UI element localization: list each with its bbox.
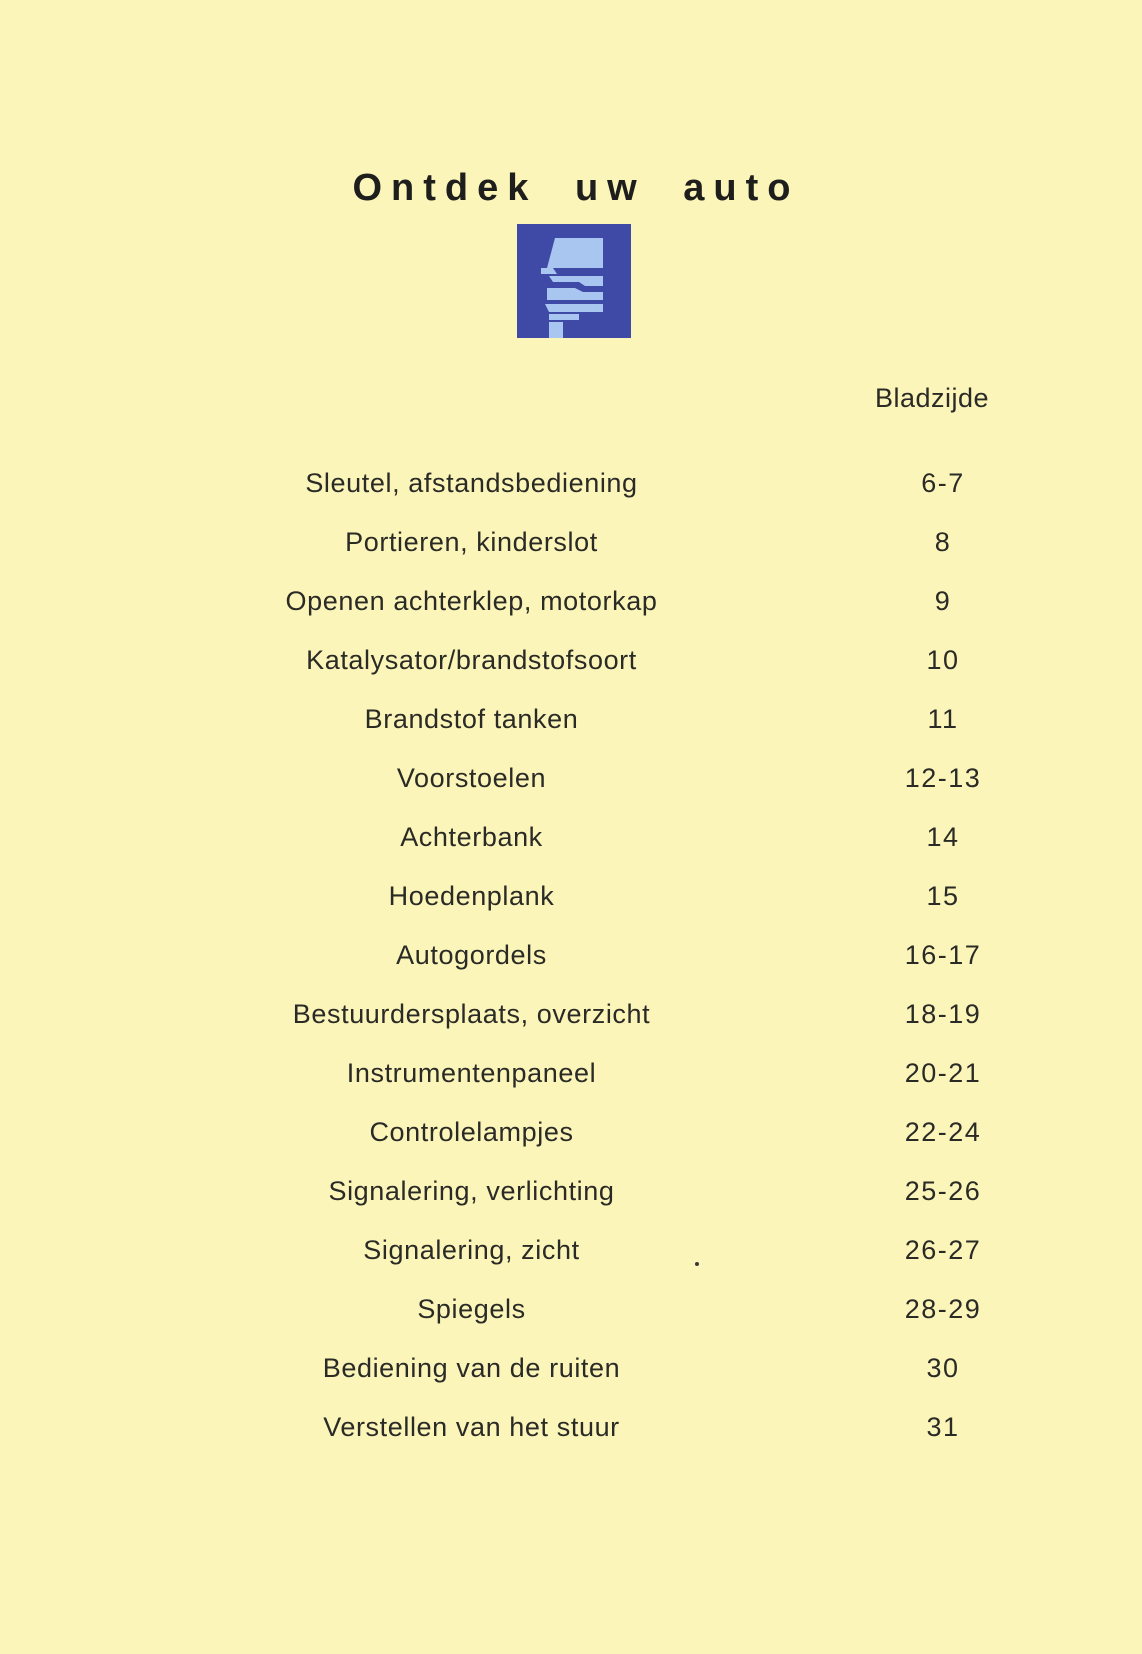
toc-entry-label: Achterbank xyxy=(400,822,543,852)
toc-entry-label: Portieren, kinderslot xyxy=(345,527,598,557)
page-title: Ontdek uw auto xyxy=(352,167,800,210)
toc-entry[interactable] xyxy=(0,704,1142,744)
toc-entry-page: 10 xyxy=(926,645,960,675)
toc-entry-label: Autogordels xyxy=(396,940,547,970)
toc-entry-page: 8 xyxy=(934,527,952,557)
toc-entry[interactable] xyxy=(0,468,1142,508)
toc-entry-label: Openen achterklep, motorkap xyxy=(285,586,658,616)
toc-entry-page: 28-29 xyxy=(904,1294,982,1324)
toc-entry[interactable] xyxy=(0,1412,1142,1452)
toc-entry-label: Sleutel, afstandsbediening xyxy=(305,468,638,498)
print-speck xyxy=(695,1262,699,1266)
toc-entry-label: Signalering, verlichting xyxy=(328,1176,615,1206)
toc-entry-page: 26-27 xyxy=(904,1235,982,1265)
toc-entry-label: Bediening van de ruiten xyxy=(322,1353,621,1383)
toc-entry-label: Signalering, zicht xyxy=(363,1235,580,1265)
toc-entry[interactable] xyxy=(0,940,1142,980)
toc-entry[interactable] xyxy=(0,1117,1142,1157)
toc-entry-page: 6-7 xyxy=(921,468,965,498)
toc-entry-label: Katalysator/brandstofsoort xyxy=(306,645,637,675)
toc-entry[interactable] xyxy=(0,1176,1142,1216)
toc-entry[interactable] xyxy=(0,1294,1142,1334)
toc-entry[interactable] xyxy=(0,527,1142,567)
toc-entry-label: Brandstof tanken xyxy=(364,704,579,734)
toc-entry-label: Voorstoelen xyxy=(396,763,547,793)
toc-entry-page: 18-19 xyxy=(904,999,982,1029)
page-column-header: Bladzijde xyxy=(875,383,990,413)
toc-entry-page: 14 xyxy=(926,822,960,852)
toc-entry-page: 30 xyxy=(926,1353,960,1383)
toc-entry-page: 31 xyxy=(926,1412,960,1442)
toc-entry[interactable] xyxy=(0,881,1142,921)
toc-entry-label: Spiegels xyxy=(417,1294,526,1324)
toc-entry-label: Verstellen van het stuur xyxy=(323,1412,620,1442)
toc-entry[interactable] xyxy=(0,1058,1142,1098)
toc-entry[interactable] xyxy=(0,1235,1142,1275)
toc-entry-label: Controlelampjes xyxy=(369,1117,574,1147)
toc-entry-page: 25-26 xyxy=(904,1176,982,1206)
toc-entry-page: 16-17 xyxy=(904,940,982,970)
toc-entry-label: Hoedenplank xyxy=(388,881,555,911)
toc-entry-page: 9 xyxy=(934,586,952,616)
toc-entry-page: 22-24 xyxy=(904,1117,982,1147)
toc-entry-page: 11 xyxy=(927,704,959,734)
toc-entry[interactable] xyxy=(0,763,1142,803)
toc-entry[interactable] xyxy=(0,822,1142,862)
toc-entry[interactable] xyxy=(0,645,1142,685)
toc-entry-page: 12-13 xyxy=(904,763,982,793)
toc-entry[interactable] xyxy=(0,1353,1142,1393)
toc-entry-page: 15 xyxy=(926,881,960,911)
toc-entry-label: Bestuurdersplaats, overzicht xyxy=(292,999,651,1029)
car-front-icon xyxy=(517,224,631,338)
toc-entry[interactable] xyxy=(0,586,1142,626)
toc-entry-label: Instrumentenpaneel xyxy=(346,1058,597,1088)
toc-entry[interactable] xyxy=(0,999,1142,1039)
toc-entry-page: 20-21 xyxy=(904,1058,982,1088)
